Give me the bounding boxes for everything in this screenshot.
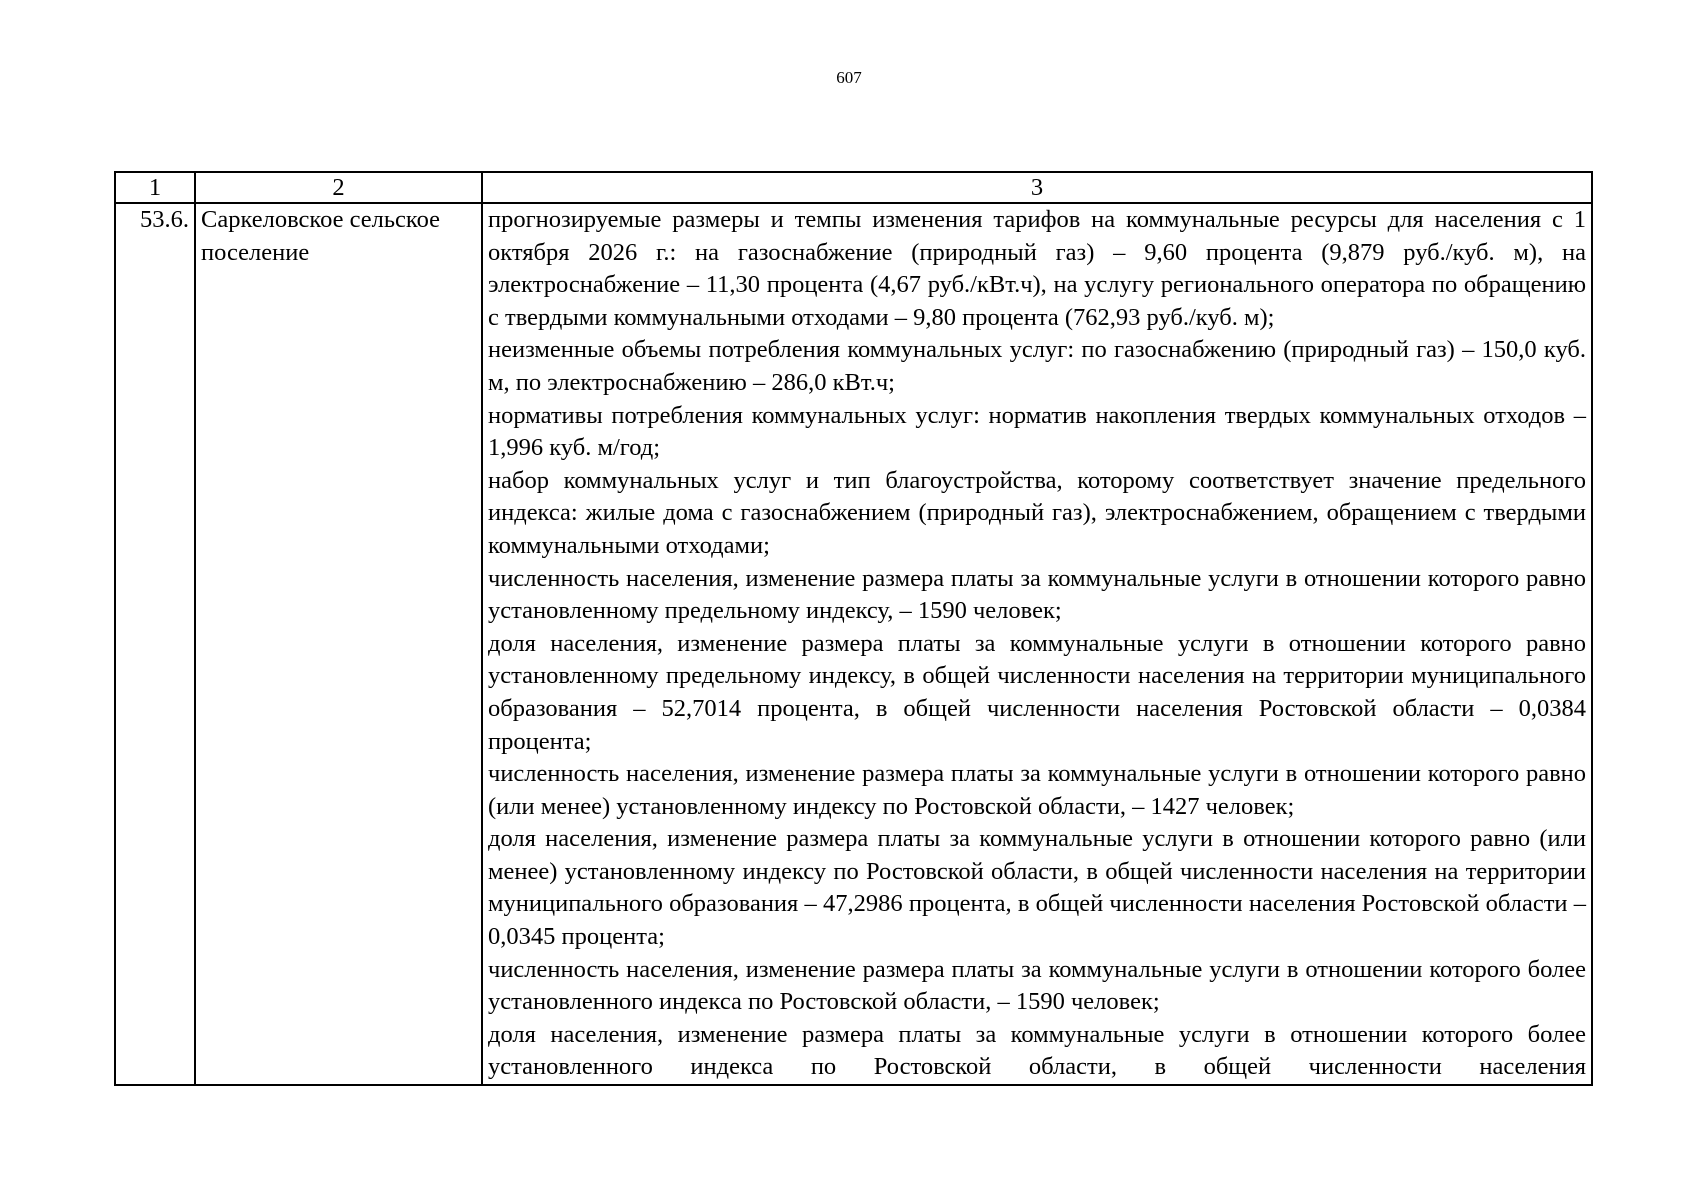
paragraph-share-more: доля населения, изменение размера платы за коммунальные услуги в отношении которого более установленного индекса по Ростовской области, в общей численности населения bbox=[488, 1020, 1586, 1081]
paragraph-consumption-norms: нормативы потребления коммунальных услуг: норматив накопления твердых коммунальных отходов – 1,996 куб. м/год; bbox=[488, 401, 1586, 462]
row-number: 53.6. bbox=[115, 203, 195, 1085]
paragraph-population-less: численность населения, изменение размера платы за коммунальные услуги в отношении которого равно (или менее) установленному индексу по Ростовской области, – 1427 человек; bbox=[488, 760, 1586, 820]
settlement-name: Саркеловское сельское поселение bbox=[195, 203, 482, 1085]
column-header-1: 1 bbox=[115, 172, 195, 203]
table-row bbox=[115, 203, 1592, 1085]
paragraph-population-more: численность населения, изменение размера платы за коммунальные услуги в отношении которого более установленного индекса по Ростовской области, – 1590 человек; bbox=[488, 955, 1586, 1016]
paragraph-population-equal: численность населения, изменение размера платы за коммунальные услуги в отношении которого равно установленному предельному индексу, – 1590 человек; bbox=[488, 564, 1586, 625]
paragraph-consumption-volumes: неизменные объемы потребления коммунальных услуг: по газоснабжению (природный газ) – 150,0 куб. м, по электроснабжению – 286,0 кВт.ч; bbox=[488, 336, 1586, 396]
table-header-row bbox=[115, 172, 1592, 203]
page-number: 607 bbox=[836, 68, 862, 87]
paragraph-tariffs: прогнозируемые размеры и темпы изменения тарифов на коммунальные ресурсы для населения с 1 октября 2026 г.: на газоснабжение (природный газ) – 9,60 процента (9,879 руб./куб. м), на электроснабжение – 11,30 процента (4,67 руб./кВт.ч), на услугу регионального оператора по обращению с твердыми коммунальными отходами – 9,80 процента (762,93 руб./куб. м); bbox=[488, 206, 1586, 331]
document-table bbox=[114, 171, 1593, 1086]
row-description bbox=[482, 203, 1592, 1085]
paragraph-share-equal: доля населения, изменение размера платы за коммунальные услуги в отношении которого равно установленному предельному индексу, в общей численности населения на территории муниципального образования – 52,7014 процента, в общей численности населения Ростовской области – 0,0384 процента; bbox=[488, 629, 1586, 755]
column-header-2: 2 bbox=[195, 172, 482, 203]
paragraph-services-set: набор коммунальных услуг и тип благоустройства, которому соответствует значение предельного индекса: жилые дома с газоснабжением (природный газ), электроснабжением, обращением с твердыми коммунальными отходами; bbox=[488, 466, 1586, 559]
paragraph-share-less: доля населения, изменение размера платы за коммунальные услуги в отношении которого равно (или менее) установленному индексу по Ростовской области, в общей численности населения на территории муниципального образования – 47,2986 процента, в общей численности населения Ростовской области – 0,0345 процента; bbox=[488, 825, 1586, 951]
column-header-3: 3 bbox=[482, 172, 1592, 203]
